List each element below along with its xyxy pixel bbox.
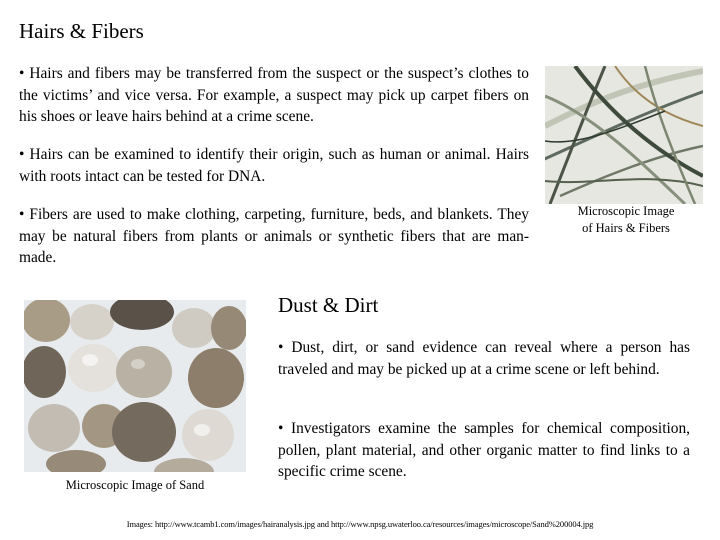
bullet-fiber-types: • Fibers are used to make clothing, carpeting, furniture, beds, and blankets. They may be natural fibers from plants or animals or synthetic fibers that are man-made. [19, 206, 529, 266]
bullet-transfer: • Hairs and fibers may be transferred from the suspect or the suspect’s clothes to the victims’ and vice versa. For example, a suspect may pick up carpet fibers on his shoes or leave hairs behind at a crime scene. [19, 65, 529, 125]
hair-fiber-micrograph [545, 66, 703, 204]
section-title-dust-dirt: Dust & Dirt [278, 293, 379, 317]
bullet-hair-examination: • Hairs can be examined to identify their origin, such as human or animal. Hairs with roots intact can be tested for DNA. [19, 146, 529, 185]
bullet-sample-analysis: • Investigators examine the samples for chemical composition, pollen, plant material, and other organic matter to find links to a specific crime scene. [278, 420, 690, 480]
hair-caption-line-2: of Hairs & Fibers [582, 221, 670, 235]
section-title-hairs-fibers: Hairs & Fibers [19, 19, 144, 43]
sand-micrograph [24, 300, 246, 472]
hair-image-caption [552, 203, 700, 237]
image-credits: Images: http://www.tcamb1.com/images/hairanalysis.jpg and http://www.npsg.uwaterloo.ca/resources/images/microscope/Sand%200004.jpg [126, 519, 594, 529]
hair-caption-line-1: Microscopic Image [577, 204, 675, 218]
bullet-dust-evidence: • Dust, dirt, or sand evidence can reveal where a person has traveled and may be picked up at a crime scene or left behind. [278, 339, 690, 378]
sand-image-caption: Microscopic Image of Sand [65, 478, 205, 492]
